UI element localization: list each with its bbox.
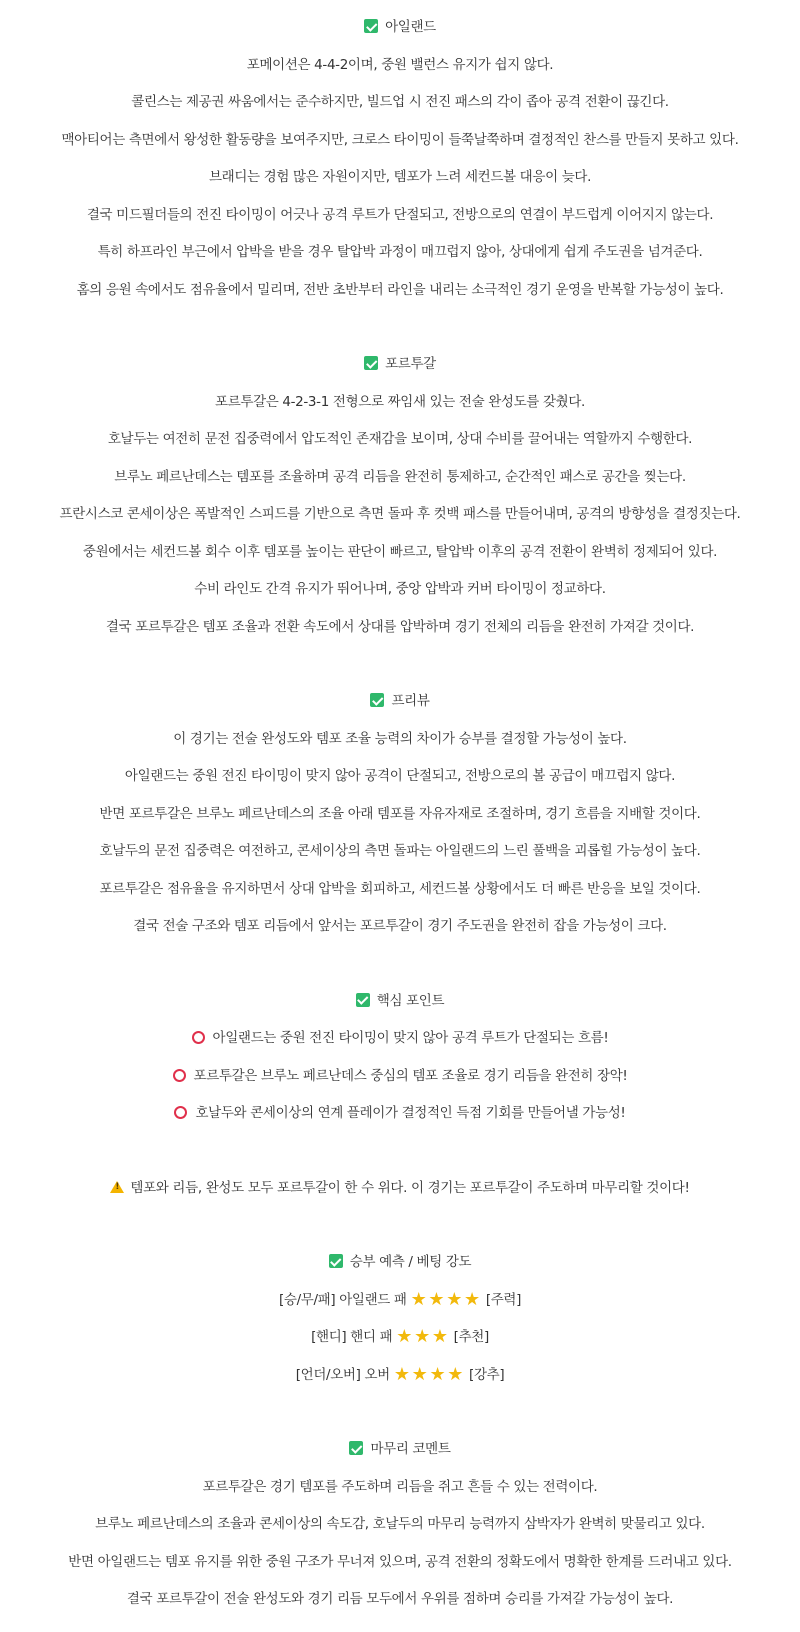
- section-heading: [0, 982, 800, 1020]
- section-ireland: [0, 8, 800, 308]
- paragraph-line: 수비 라인도 간격 유지가 뛰어나며, 중앙 압박과 커버 타이밍이 정교하다.: [194, 581, 606, 597]
- section-closing: [0, 1430, 800, 1618]
- paragraph-line: 포르투갈은 경기 템포를 주도하며 리듬을 쥐고 흔들 수 있는 전력이다.: [202, 1478, 598, 1495]
- star-icon: ★: [396, 1326, 413, 1347]
- paragraph-line: 콜린스는 제공권 싸움에서는 준수하지만, 빌드업 시 전진 패스의 각이 좁아 공격 전환이 끊긴다.: [131, 94, 669, 110]
- prediction-label: [승/무/패] 아일랜드 패: [278, 1291, 407, 1308]
- prediction-label: [언더/오버] 오버: [295, 1366, 390, 1383]
- prediction-tag: [추천]: [453, 1329, 489, 1345]
- paragraph-line: 프란시스코 콘세이상은 폭발적인 스피드를 기반으로 측면 돌파 후 컷백 패스를 만들어내며, 공격의 방향성을 결정짓는다.: [59, 506, 741, 522]
- key-point-text: 포르투갈은 브루노 페르난데스 중심의 템포 조율로 경기 리듬을 완전히 장악!: [193, 1067, 628, 1084]
- star-icon: ★: [446, 1288, 463, 1310]
- paragraph-line: 맥아티어는 측면에서 왕성한 활동량을 보여주지만, 크로스 타이밍이 들쭉날쭉하며 결정적인 찬스를 만들지 못하고 있다.: [61, 131, 739, 148]
- prediction-row: [0, 1356, 800, 1394]
- star-icon: ★: [431, 1326, 448, 1347]
- heading-text: 포르투갈: [385, 356, 436, 372]
- warning-line: [0, 1169, 800, 1207]
- section-prediction: [0, 1243, 800, 1393]
- prediction-tag: [강추]: [469, 1366, 505, 1383]
- warning-icon: [110, 1181, 124, 1193]
- star-rating: [394, 1365, 465, 1387]
- heading-text: 프리뷰: [391, 693, 430, 709]
- paragraph-line: 포르투갈은 4-2-3-1 전형으로 짜임새 있는 전술 완성도를 갖췄다.: [215, 393, 585, 410]
- section-warning: [0, 1169, 800, 1207]
- star-icon: ★: [447, 1363, 464, 1385]
- prediction-row: [0, 1318, 800, 1356]
- heading-text: 마무리 코멘트: [370, 1441, 451, 1457]
- star-icon: ★: [429, 1363, 446, 1385]
- paragraph-line: 결국 전술 구조와 템포 리듬에서 앞서는 포르투갈이 경기 주도권을 완전히 잡을 가능성이 크다.: [133, 918, 667, 934]
- section-heading: [0, 1243, 800, 1281]
- section-heading: [0, 8, 800, 46]
- paragraph-line: 브루노 페르난데스의 조율과 콘세이상의 속도감, 호날두의 마무리 능력까지 삼박자가 완벽히 맞물리고 있다.: [95, 1516, 705, 1532]
- heading-text: 아일랜드: [385, 19, 436, 35]
- check-mark-icon: [349, 1441, 363, 1455]
- section-key-points: [0, 982, 800, 1132]
- paragraph-line: 결국 포르투갈은 템포 조율과 전환 속도에서 상대를 압박하며 경기 전체의 리듬을 완전히 가져갈 것이다.: [105, 618, 695, 635]
- star-icon: ★: [414, 1326, 430, 1347]
- paragraph-line: 브래디는 경험 많은 자원이지만, 템포가 느려 세컨드볼 대응이 늦다.: [208, 169, 592, 185]
- paragraph-line: 브루노 페르난데스는 템포를 조율하며 공격 리듬을 완전히 통제하고, 순간적인 패스로 공간을 찢는다.: [114, 468, 686, 485]
- prediction-row: [0, 1281, 800, 1319]
- key-point-text: 호날두와 콘세이상의 연계 플레이가 결정적인 득점 기회를 만들어낼 가능성!: [195, 1105, 626, 1121]
- key-point-item: [0, 1094, 800, 1132]
- key-point-text: 아일랜드는 중원 전진 타이밍이 맞지 않아 공격 루트가 단절되는 흐름!: [212, 1030, 609, 1046]
- warning-text: 템포와 리듬, 완성도 모두 포르투갈이 한 수 위다. 이 경기는 포르투갈이 주도하며 마무리할 것이다!: [130, 1179, 690, 1196]
- section-preview: [0, 682, 800, 945]
- paragraph-line: 중원에서는 세컨드볼 회수 이후 템포를 높이는 판단이 빠르고, 탈압박 이후의 공격 전환이 완벽히 정제되어 있다.: [82, 543, 718, 560]
- section-heading: [0, 682, 800, 720]
- paragraph-line: 반면 포르투갈은 브루노 페르난데스의 조율 아래 템포를 자유자재로 조절하며, 경기 흐름을 지배할 것이다.: [99, 805, 701, 822]
- star-icon: ★: [410, 1288, 427, 1310]
- red-circle-icon: [174, 1106, 187, 1119]
- star-icon: ★: [393, 1363, 410, 1385]
- paragraph-line: 아일랜드는 중원 전진 타이밍이 맞지 않아 공격이 단절되고, 전방으로의 볼 공급이 매끄럽지 않다.: [124, 768, 676, 784]
- prediction-label: [핸디] 핸디 패: [311, 1329, 393, 1345]
- star-rating: [411, 1290, 482, 1312]
- star-icon: ★: [411, 1363, 428, 1385]
- key-point-item: [0, 1019, 800, 1057]
- check-mark-icon: [329, 1254, 343, 1268]
- section-heading: [0, 1430, 800, 1468]
- check-mark-icon: [356, 993, 370, 1007]
- check-mark-icon: [364, 19, 378, 33]
- paragraph-line: 포르투갈은 점유율을 유지하면서 상대 압박을 회피하고, 세컨드볼 상황에서도 더 빠른 반응을 보일 것이다.: [99, 880, 701, 897]
- red-circle-icon: [173, 1069, 186, 1082]
- paragraph-line: 홈의 응원 속에서도 점유율에서 밀리며, 전반 초반부터 라인을 내리는 소극적인 경기 운영을 반복할 가능성이 높다.: [76, 281, 724, 298]
- paragraph-line: 반면 아일랜드는 템포 유지를 위한 중원 구조가 무너져 있으며, 공격 전환의 정확도에서 명확한 한계를 드러내고 있다.: [68, 1553, 732, 1570]
- section-portugal: [0, 345, 800, 645]
- paragraph-line: 포메이션은 4-4-2이며, 중원 밸런스 유지가 쉽지 않다.: [246, 56, 554, 73]
- prediction-tag: [주력]: [485, 1291, 522, 1308]
- key-point-item: [0, 1057, 800, 1095]
- check-mark-icon: [370, 693, 384, 707]
- paragraph-line: 이 경기는 전술 완성도와 템포 조율 능력의 차이가 승부를 결정할 가능성이 높다.: [173, 730, 627, 747]
- star-rating: [396, 1327, 449, 1349]
- heading-text: 승부 예측 / 베팅 강도: [349, 1254, 472, 1270]
- star-icon: ★: [428, 1288, 445, 1310]
- heading-text: 핵심 포인트: [376, 992, 445, 1009]
- section-heading: [0, 345, 800, 383]
- check-mark-icon: [364, 356, 378, 370]
- paragraph-line: 결국 포르투갈이 전술 완성도와 경기 리듬 모두에서 우위를 점하며 승리를 가져갈 가능성이 높다.: [126, 1591, 674, 1607]
- star-icon: ★: [464, 1288, 480, 1310]
- paragraph-line: 특히 하프라인 부근에서 압박을 받을 경우 탈압박 과정이 매끄럽지 않아, 상대에게 쉽게 주도권을 넘겨준다.: [97, 244, 703, 260]
- paragraph-line: 호날두는 여전히 문전 집중력에서 압도적인 존재감을 보이며, 상대 수비를 끌어내는 역할까지 수행한다.: [107, 431, 693, 447]
- paragraph-line: 호날두의 문전 집중력은 여전하고, 콘세이상의 측면 돌파는 아일랜드의 느린 풀백을 괴롭힐 가능성이 높다.: [99, 843, 701, 859]
- paragraph-line: 결국 미드필더들의 전진 타이밍이 어긋나 공격 루트가 단절되고, 전방으로의 연결이 부드럽게 이어지지 않는다.: [86, 206, 714, 223]
- red-circle-icon: [192, 1031, 205, 1044]
